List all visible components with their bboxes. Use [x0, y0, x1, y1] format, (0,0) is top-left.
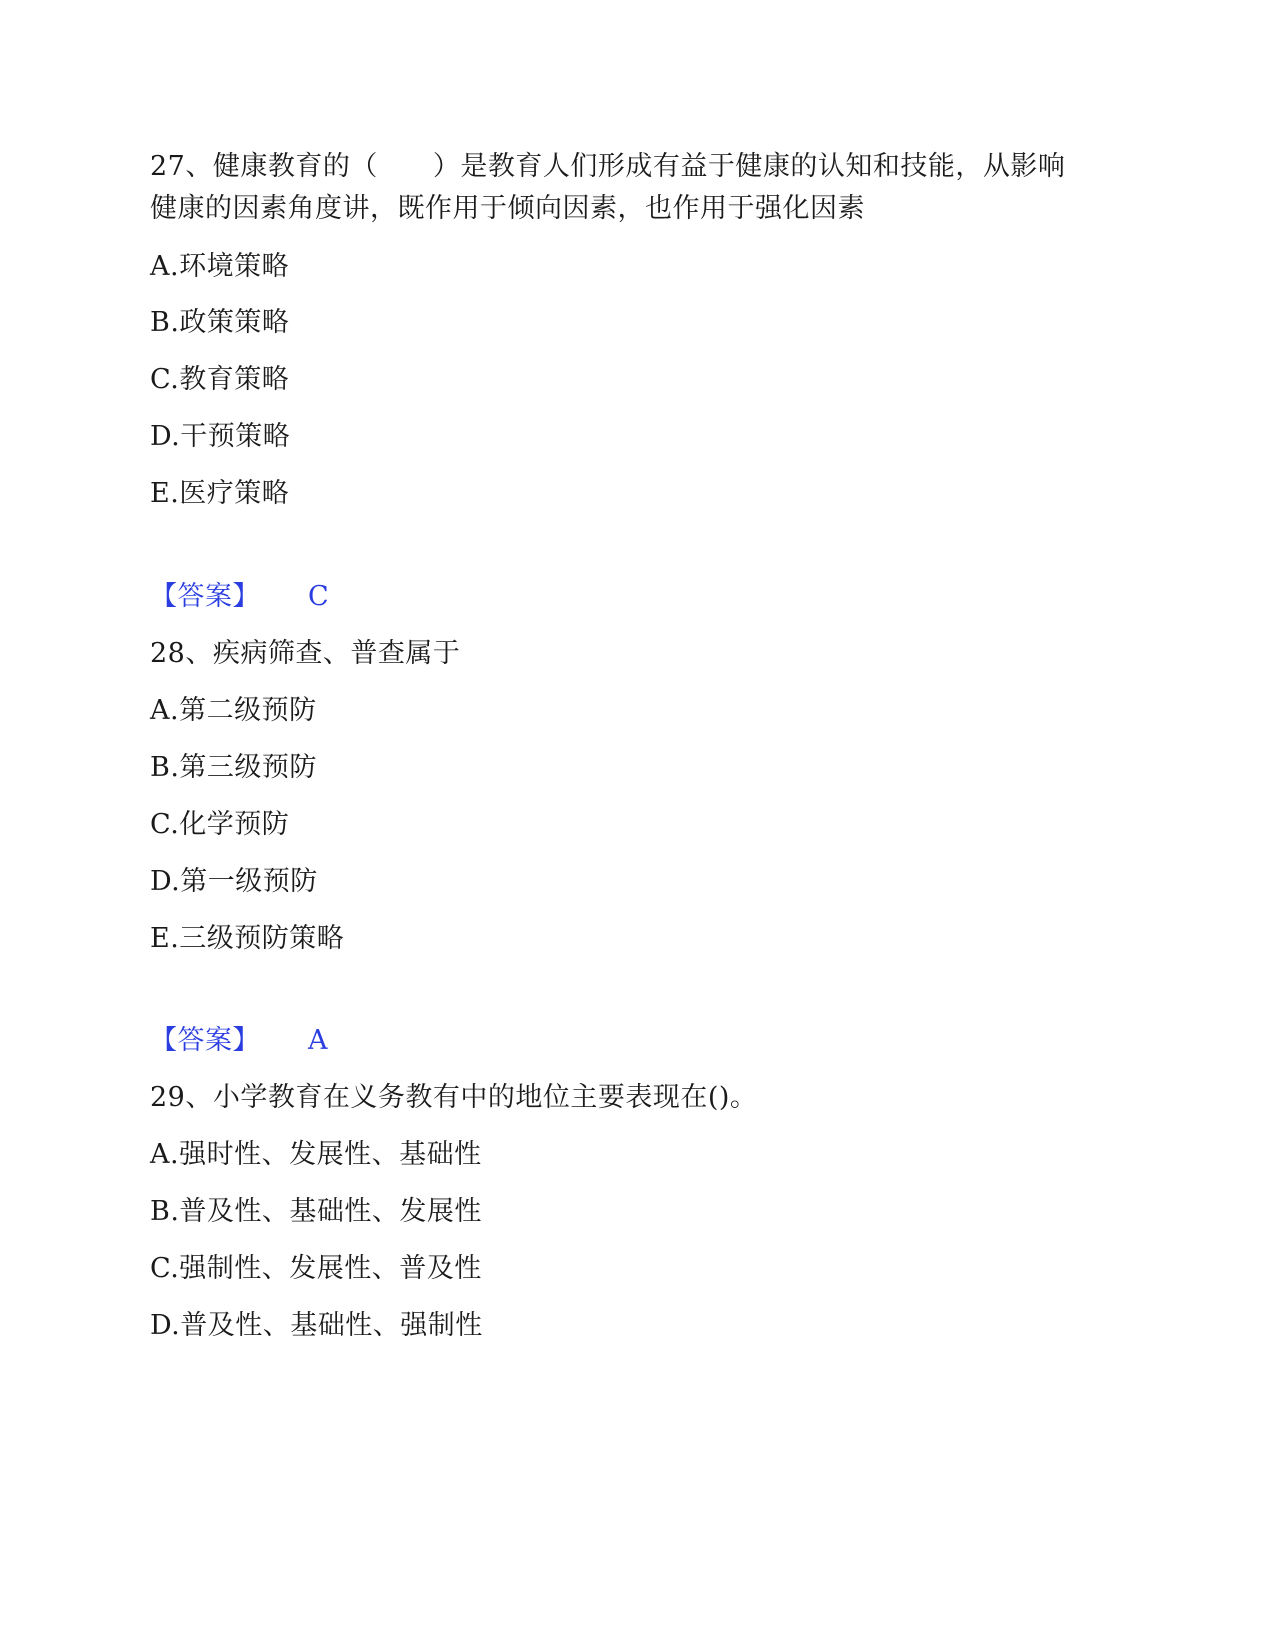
- question-27-option-c: C.教育策略: [150, 364, 290, 395]
- question-29-option-b: B.普及性、基础性、发展性: [150, 1196, 482, 1227]
- question-27-stem-line1: 27、健康教育的（ ）是教育人们形成有益于健康的认知和技能，从影响: [150, 151, 1066, 182]
- answer-label: 【答案】: [150, 581, 260, 612]
- question-29-option-c: C.强制性、发展性、普及性: [150, 1253, 482, 1284]
- question-27-option-e: E.医疗策略: [150, 478, 290, 509]
- question-29-option-a: A.强时性、发展性、基础性: [150, 1139, 482, 1170]
- question-27-stem-line2: 健康的因素角度讲，既作用于倾向因素，也作用于强化因素: [150, 193, 865, 224]
- question-29-option-d: D.普及性、基础性、强制性: [150, 1310, 483, 1341]
- answer-label: 【答案】: [150, 1025, 260, 1056]
- answer-value: C: [308, 581, 330, 612]
- question-27-option-a: A.环境策略: [150, 251, 290, 282]
- answer-value: A: [308, 1025, 328, 1056]
- question-28-stem: 28、疾病筛查、普查属于: [150, 638, 461, 669]
- question-27-answer: [150, 580, 329, 614]
- question-28-option-a: A.第二级预防: [150, 695, 317, 726]
- question-27-option-b: B.政策策略: [150, 307, 290, 338]
- question-28-option-d: D.第一级预防: [150, 866, 318, 897]
- question-28-option-c: C.化学预防: [150, 809, 290, 840]
- question-29-stem: 29、小学教育在义务教有中的地位主要表现在()。: [150, 1082, 758, 1113]
- question-28-answer: [150, 1024, 328, 1058]
- question-27-option-d: D.干预策略: [150, 421, 291, 452]
- question-28-option-e: E.三级预防策略: [150, 923, 345, 954]
- question-28-option-b: B.第三级预防: [150, 752, 317, 783]
